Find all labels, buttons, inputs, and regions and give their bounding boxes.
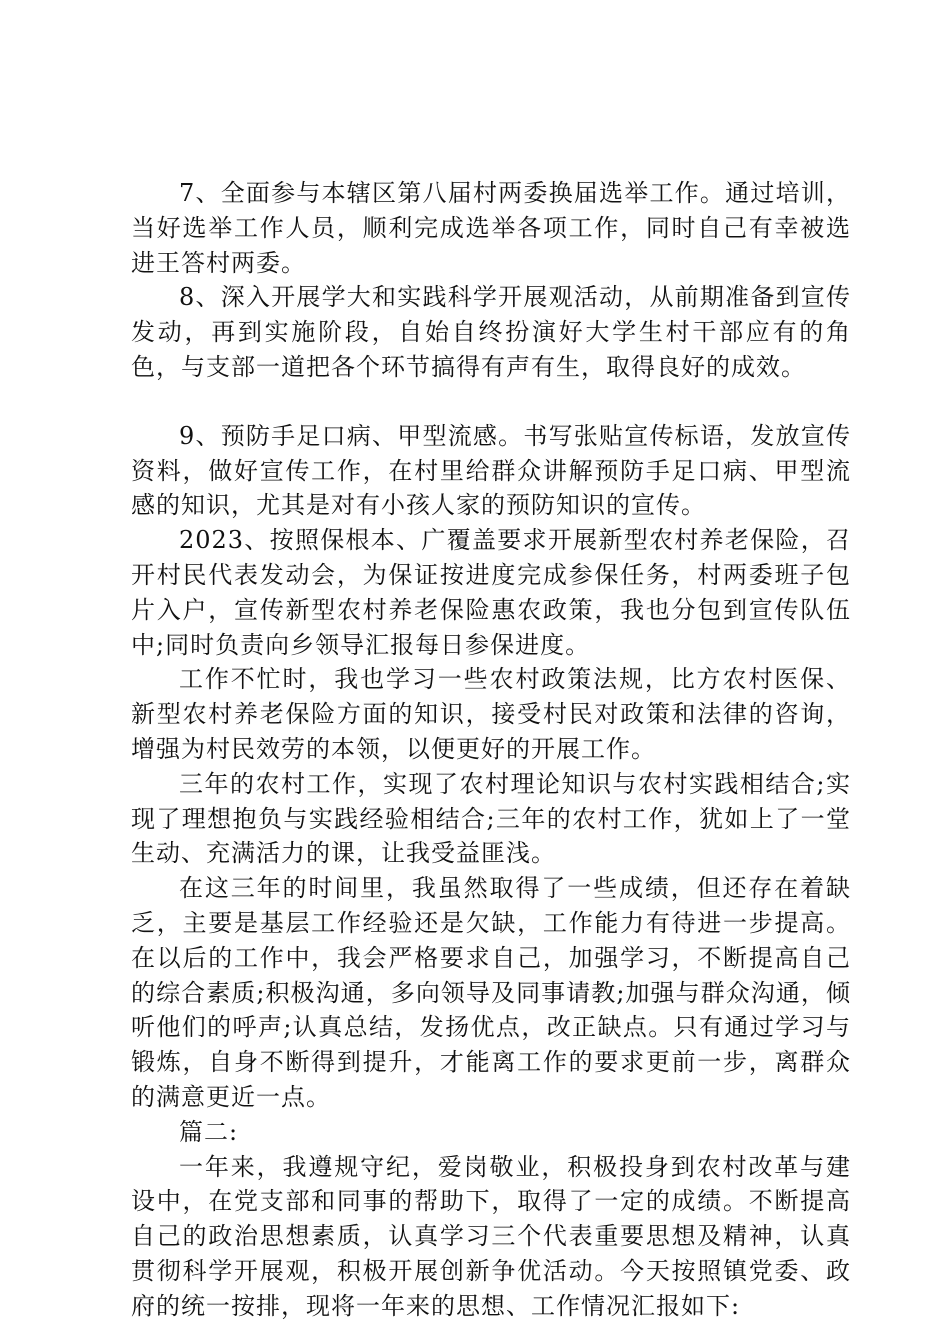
paragraph-study-policy: 工作不忙时，我也学习一些农村政策法规，比方农村医保、新型农村养老保险方面的知识，接受村民对政策和法律的咨询，增强为村民效劳的本领，以便更好的开展工作。 (131, 665, 851, 763)
document-body (131, 176, 851, 1324)
paragraph-item-7: 7、全面参与本辖区第八届村两委换届选举工作。通过培训，当好选举工作人员，顺利完成选举各项工作，同时自己有幸被选进王答村两委。 (131, 179, 851, 277)
paragraph-shortcomings: 在这三年的时间里，我虽然取得了一些成绩，但还存在着缺乏，主要是基层工作经验还是欠缺，工作能力有待进一步提高。在以后的工作中，我会严格要求自己，加强学习，不断提高自己的综合素质;积极沟通，多向领导及同事请教;加强与群众沟通，倾听他们的呼声;认真总结，发扬优点，改正缺点。只有通过学习与锻炼，自身不断得到提升，才能离工作的要求更前一步，离群众的满意更近一点。 (131, 874, 851, 1111)
section-heading-part-two: 篇二: (179, 1117, 239, 1146)
paragraph-item-8: 8、深入开展学大和实践科学开展观活动，从前期准备到宣传发动，再到实施阶段，自始自终扮演好大学生村干部应有的角色，与支部一道把各个环节搞得有声有生，取得良好的成效。 (131, 283, 851, 381)
paragraph-item-9: 9、预防手足口病、甲型流感。书写张贴宣传标语，发放宣传资料，做好宣传工作，在村里给群众讲解预防手足口病、甲型流感的知识，尤其是对有小孩人家的预防知识的宣传。 (131, 421, 851, 520)
paragraph-item-2023: 2023、按照保根本、广覆盖要求开展新型农村养老保险，召开村民代表发动会，为保证按进度完成参保任务，村两委班子包片入户，宣传新型农村养老保险惠农政策，我也分包到宣传队伍中;同时负责向乡领导汇报每日参保进度。 (131, 526, 851, 659)
paragraph-year-summary: 一年来，我遵规守纪，爱岗敬业，积极投身到农村改革与建设中，在党支部和同事的帮助下，取得了一定的成绩。不断提高自己的政治思想素质，认真学习三个代表重要思想及精神，认真贯彻科学开展观，积极开展创新争优活动。今天按照镇党委、政府的统一按排，现将一年来的思想、工作情况汇报如下: (131, 1152, 851, 1320)
paragraph-three-years: 三年的农村工作，实现了农村理论知识与农村实践相结合;实现了理想抱负与实践经验相结合;三年的农村工作，犹如上了一堂生动、充满活力的课，让我受益匪浅。 (131, 769, 851, 868)
